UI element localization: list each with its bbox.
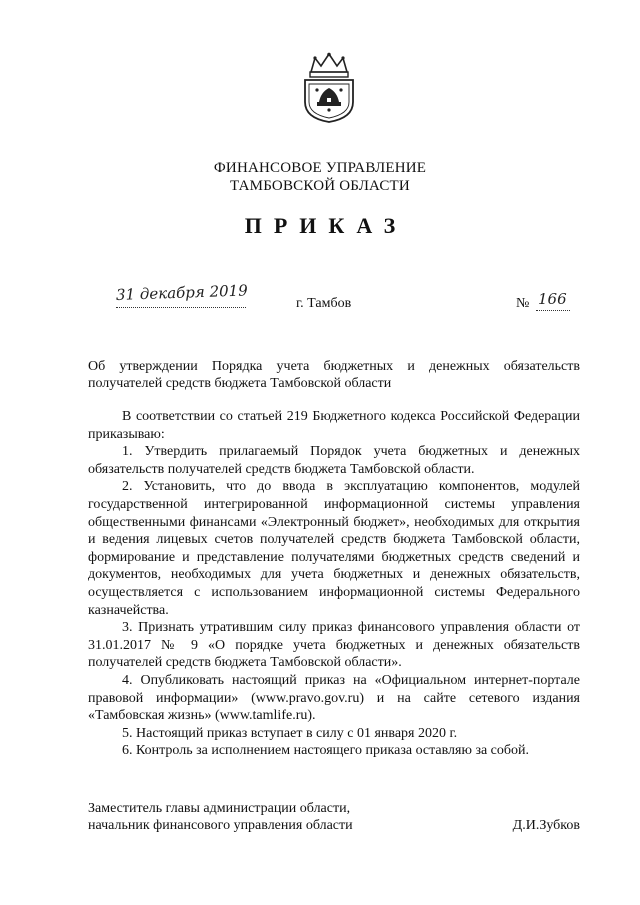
document-number: 166 <box>538 290 567 308</box>
paragraph-item-1: 1. Утвердить прилагаемый Порядок учета бюджетных и денежных обязательств получателей средств бюджета Тамбовской области. <box>88 444 580 477</box>
number-label: № <box>516 296 530 311</box>
coat-of-arms-icon <box>297 52 361 124</box>
subject-line2: получателей средств бюджета Тамбовской области <box>88 376 392 391</box>
document-title: ПРИКАЗ <box>244 213 408 238</box>
document-date: 31 декабря 2019 <box>115 281 249 304</box>
date-underline <box>116 307 246 308</box>
paragraph-item-2: 2. Установить, что до ввода в эксплуатацию компонентов, модулей государственной интегрированной информационной системы управления общественными финансами «Электронный бюджет», необходимых для открытия и ведения лицевых счетов получателей средств бюджета Тамбовской области, формирование и представление получателями бюджетных средств сведений и документов, необходимых для учета бюджетных и денежных обязательств, осуществляется с использованием информационной системы Федерального казначейства. <box>88 479 580 618</box>
subject-line1: Об утверждении Порядка учета бюджетных и денежных обязательств <box>88 359 580 374</box>
org-name-line1: ФИНАНСОВОЕ УПРАВЛЕНИЕ <box>213 160 427 176</box>
signer-name: Д.И.Зубков <box>512 818 580 833</box>
paragraph-item-6: 6. Контроль за исполнением настоящего приказа оставляю за собой. <box>122 743 530 759</box>
document-body <box>88 408 580 760</box>
signer-position-line2: начальник финансового управления области <box>88 818 353 833</box>
paragraph-item-5: 5. Настоящий приказ вступает в силу с 01 января 2020 г. <box>122 725 458 741</box>
paragraph-item-4: 4. Опубликовать настоящий приказ на «Официальном интернет-портале правовой информации» (www.pravo.gov.ru) и на сайте сетевого издания «Тамбовская жизнь» (www.tamlife.ru). <box>88 672 580 724</box>
document-city: г. Тамбов <box>296 296 352 311</box>
paragraph-item-3: 3. Признать утратившим силу приказ финансового управления области от 31.01.2017 № 9 «О порядке учета бюджетных и денежных обязательств получателей средств бюджета Тамбовской области». <box>88 620 580 671</box>
signature-block <box>88 800 580 834</box>
org-name-line2: ТАМБОВСКОЙ ОБЛАСТИ <box>230 178 410 194</box>
paragraph-preamble: В соответствии со статьей 219 Бюджетного кодекса Российской Федерации приказываю: <box>88 409 580 442</box>
signer-position-line1: Заместитель главы администрации области, <box>88 801 351 816</box>
document-subject <box>88 358 580 392</box>
number-underline <box>536 310 570 311</box>
